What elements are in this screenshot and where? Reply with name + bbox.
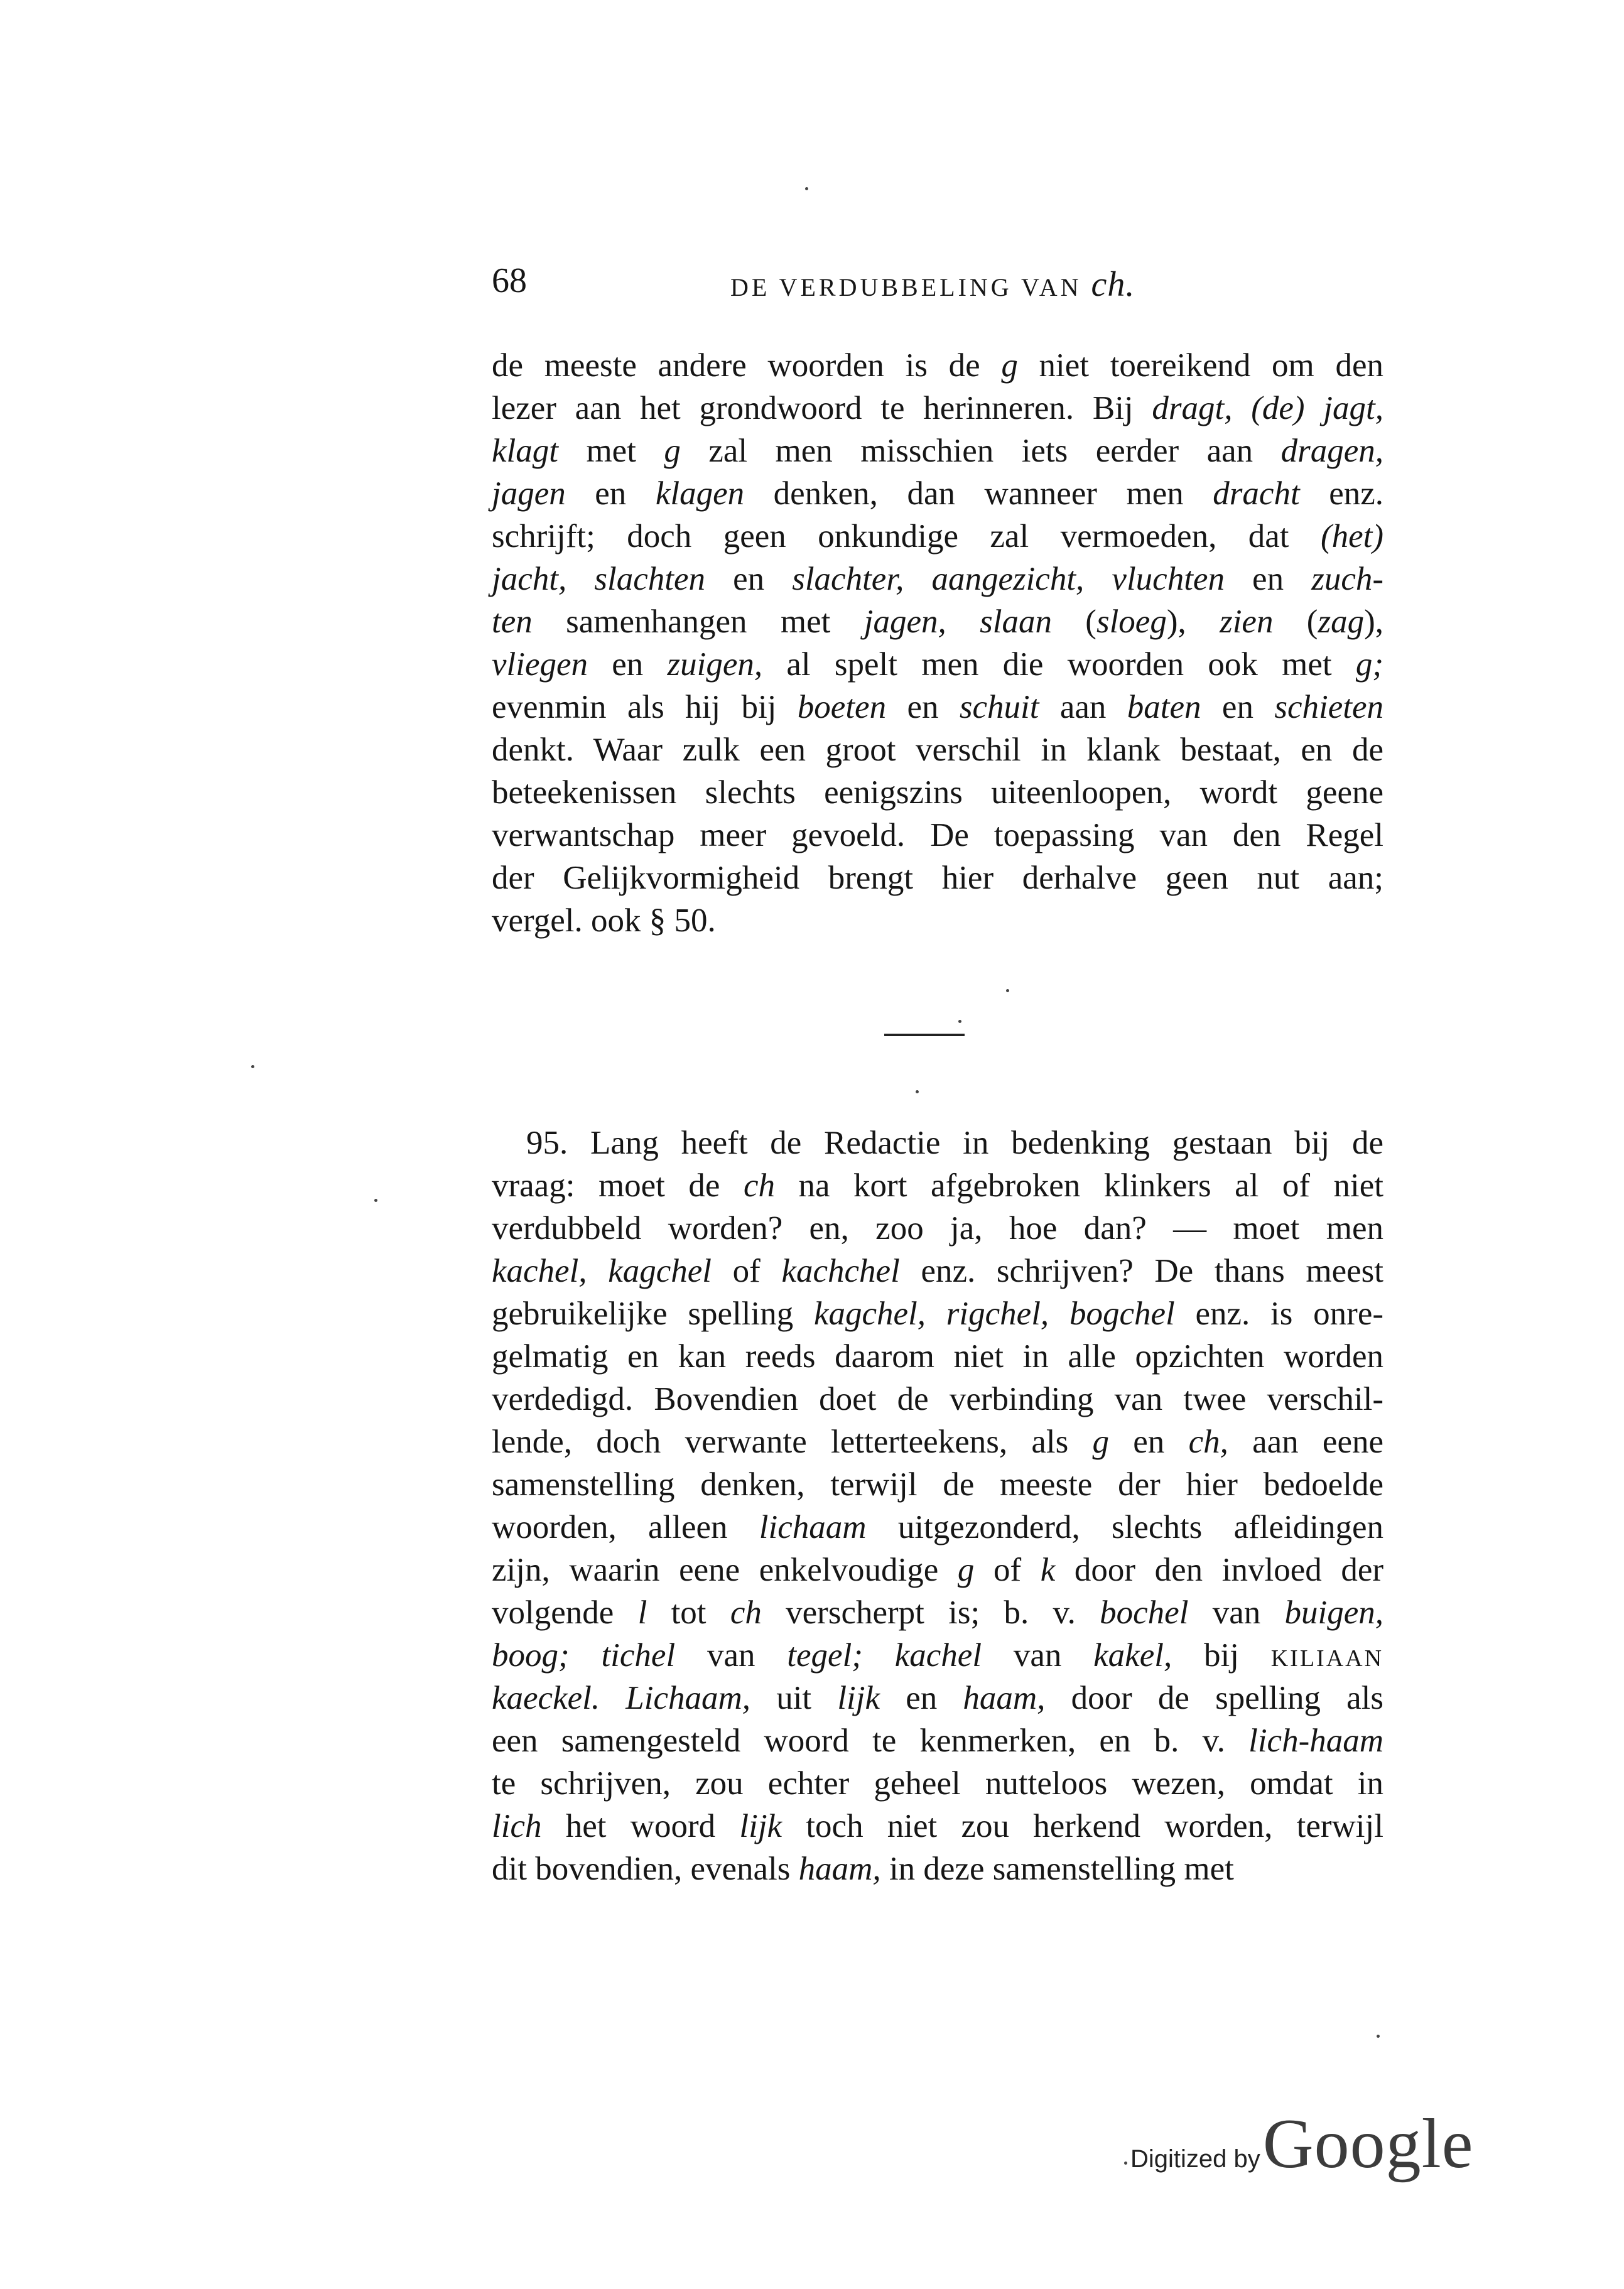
text-run: uitgezonderd, slechts afleidingen (866, 1509, 1383, 1545)
text-run: verdubbeld worden? en, zoo ja, hoe dan? — moet men (492, 1210, 1383, 1247)
italic-word: tegel; (787, 1637, 863, 1674)
italic-word: kakel, (1093, 1637, 1172, 1674)
italic-word: g (664, 433, 681, 469)
text-run: uit (750, 1680, 838, 1716)
text-run: aan (1039, 689, 1127, 725)
text-run: verscherpt is; b. v. (761, 1594, 1100, 1631)
text-run: dit bovendien, evenals (492, 1851, 799, 1887)
italic-word: haam, (798, 1851, 881, 1887)
text-run: lende, doch verwante letterteekens, als (492, 1424, 1093, 1460)
text-line (492, 1848, 1383, 1890)
text-run: denken, dan wanneer men (744, 475, 1213, 512)
italic-word: zuigen, (667, 646, 763, 683)
text-run: vergel. ook § 50. (492, 902, 716, 939)
text-run (1049, 1296, 1069, 1332)
text-run: ), (1364, 603, 1383, 640)
text-run: en (886, 689, 960, 725)
text-run: lezer aan het grondwoord te herinneren. Bij (492, 390, 1152, 426)
italic-word: slaan (980, 603, 1052, 640)
text-run: volgende (492, 1594, 638, 1631)
text-line (492, 1463, 1383, 1506)
italic-word: kachel (894, 1637, 982, 1674)
text-run: van (1188, 1594, 1285, 1631)
italic-word: sloeg (1096, 603, 1167, 640)
text-line (492, 344, 1383, 387)
running-head-italic: ch. (1091, 265, 1135, 304)
text-run: en (1224, 561, 1312, 597)
text-line (492, 1207, 1383, 1250)
italic-word: bogchel (1069, 1296, 1175, 1332)
italic-word: tichel (601, 1637, 676, 1674)
text-run: en (565, 475, 656, 512)
text-run (570, 1637, 602, 1674)
text-run (1084, 561, 1112, 597)
italic-word: klagt (492, 433, 558, 469)
italic-word: zien (1220, 603, 1274, 640)
italic-word: vluchten (1112, 561, 1225, 597)
text-run: enz. is onre- (1174, 1296, 1383, 1332)
text-run: al spelt men die woorden ook met (762, 646, 1356, 683)
italic-word: baten (1127, 689, 1201, 725)
text-run: of (712, 1253, 782, 1289)
paper-speck (1377, 2035, 1380, 2038)
italic-word: ch (743, 1167, 775, 1204)
italic-word: (de) jagt, (1251, 390, 1384, 426)
paper-speck (916, 1090, 919, 1093)
text-line (492, 1250, 1383, 1292)
italic-word: boeten (797, 689, 887, 725)
text-line (492, 1634, 1383, 1677)
text-run: der Gelijkvormigheid brengt hier derhalve geen nut aan; (492, 860, 1383, 896)
italic-word: dracht (1213, 475, 1300, 512)
italic-word: zag (1318, 603, 1365, 640)
italic-word: bochel (1100, 1594, 1189, 1631)
paper-speck (1006, 989, 1009, 992)
text-run: ), (1166, 603, 1220, 640)
text-run: woorden, alleen (492, 1509, 759, 1545)
italic-word: klagen (655, 475, 745, 512)
text-line (492, 1506, 1383, 1549)
google-logo: Google (1262, 2105, 1474, 2183)
text-run: en (880, 1680, 963, 1716)
text-run: beteekenissen slechts eenigszins uiteenloopen, wordt geene (492, 774, 1383, 811)
text-run (1233, 390, 1252, 426)
text-line (492, 515, 1383, 558)
italic-word: lich (492, 1808, 542, 1844)
small-caps-name: KILIAAN (1270, 1645, 1384, 1672)
text-run: vraag: moet de (492, 1167, 744, 1204)
italic-word: (het) (1320, 518, 1383, 555)
text-line (492, 771, 1383, 814)
section-divider (884, 1034, 965, 1036)
italic-word: ch, (1188, 1424, 1228, 1460)
text-run: bij (1172, 1637, 1271, 1674)
paper-speck (958, 1020, 961, 1023)
text-line (492, 686, 1383, 728)
italic-word: buigen, (1284, 1594, 1384, 1631)
text-line (492, 1292, 1383, 1335)
text-run (904, 561, 931, 597)
text-run: en (1109, 1424, 1189, 1460)
paragraph-section-95 (492, 1122, 1383, 1890)
italic-word: g (957, 1552, 975, 1588)
italic-word: k (1040, 1552, 1056, 1588)
paragraph-continuation (492, 344, 1383, 942)
text-run (863, 1637, 895, 1674)
text-run: ( (1051, 603, 1096, 640)
text-run: evenmin als hij bij (492, 689, 798, 725)
text-run: na kort afgebroken klinkers al of niet (775, 1167, 1383, 1204)
running-head (730, 256, 1135, 316)
text-run: aan eene (1228, 1424, 1384, 1460)
italic-word: kachchel (781, 1253, 900, 1289)
italic-word: slachter, (792, 561, 904, 597)
italic-word: lijk (837, 1680, 880, 1716)
italic-word: g (1092, 1424, 1110, 1460)
text-run: van (675, 1637, 788, 1674)
text-line (492, 1335, 1383, 1378)
text-line (492, 1805, 1383, 1848)
text-run: de meeste andere woorden is de (492, 347, 1002, 384)
text-run: door de spelling als (1045, 1680, 1383, 1716)
italic-word: kaeckel. (492, 1680, 600, 1716)
text-run (946, 603, 980, 640)
italic-word: kagchel (608, 1253, 712, 1289)
text-line (492, 1549, 1383, 1591)
italic-word: zuch- (1311, 561, 1383, 597)
text-run: het woord (541, 1808, 740, 1844)
text-line (492, 1719, 1383, 1762)
paper-speck (251, 1065, 254, 1068)
text-line (492, 1677, 1383, 1719)
text-run: samenstelling denken, terwijl de meeste der hier bedoelde (492, 1466, 1383, 1503)
text-run: zal men misschien iets eerder aan (680, 433, 1281, 469)
text-run: in deze samenstelling met (880, 1851, 1234, 1887)
text-run: tot (647, 1594, 730, 1631)
italic-word: jacht, (492, 561, 567, 597)
italic-word: g (1001, 347, 1018, 384)
text-line (492, 430, 1383, 472)
italic-word: rigchel, (946, 1296, 1049, 1332)
italic-word: ten (492, 603, 533, 640)
text-run: samenhangen met (532, 603, 864, 640)
text-line (492, 1122, 1383, 1164)
text-run: verwantschap meer gevoeld. De toepassing van den Regel (492, 817, 1383, 853)
text-line (492, 899, 1383, 942)
italic-word: haam, (963, 1680, 1046, 1716)
text-run: of (974, 1552, 1041, 1588)
text-run: een samengesteld woord te kenmerken, en b. v. (492, 1723, 1249, 1759)
italic-word: dragen, (1280, 433, 1383, 469)
italic-word: lichaam (759, 1509, 867, 1545)
text-line (492, 1591, 1383, 1634)
italic-word: l (637, 1594, 647, 1631)
text-run: denkt. Waar zulk een groot verschil in klank bestaat, en de (492, 732, 1383, 768)
text-run: enz. schrijven? De thans meest (899, 1253, 1383, 1289)
italic-word: boog; (492, 1637, 570, 1674)
italic-word: schieten (1274, 689, 1383, 725)
text-run: schrijft; doch geen onkundige zal vermoeden, dat (492, 518, 1321, 555)
italic-word: slachten (594, 561, 705, 597)
italic-word: kachel, (492, 1253, 587, 1289)
text-run: enz. (1299, 475, 1383, 512)
text-run: met (558, 433, 664, 469)
text-line (492, 1164, 1383, 1207)
text-line (492, 558, 1383, 600)
paper-speck (374, 1199, 377, 1202)
italic-word: jagen (492, 475, 566, 512)
text-run (926, 1296, 946, 1332)
italic-word: kagchel, (813, 1296, 926, 1332)
text-run: van (982, 1637, 1094, 1674)
running-head-text: DE VERDUBBELING VAN (730, 273, 1082, 301)
italic-word: aangezicht, (931, 561, 1085, 597)
italic-word: g; (1355, 646, 1383, 683)
text-run: en (588, 646, 668, 683)
italic-word: lijk (739, 1808, 782, 1844)
text-run: ( (1273, 603, 1318, 640)
text-line (492, 472, 1383, 515)
italic-word: jagen, (863, 603, 946, 640)
text-run: zijn, waarin eene enkelvoudige (492, 1552, 958, 1588)
italic-word: dragt, (1152, 390, 1233, 426)
text-run (587, 1253, 609, 1289)
italic-word: schuit (959, 689, 1039, 725)
text-run: te schrijven, zou echter geheel nutteloos wezen, omdat in (492, 1765, 1383, 1802)
italic-word: Lichaam, (625, 1680, 751, 1716)
page-number: 68 (492, 261, 527, 300)
italic-word: vliegen (492, 646, 588, 683)
digitized-by-watermark (1130, 2104, 1473, 2192)
text-line (492, 814, 1383, 857)
text-run: en (1201, 689, 1275, 725)
text-line (492, 1378, 1383, 1420)
italic-word: lich-haam (1248, 1723, 1383, 1759)
text-line (492, 1762, 1383, 1805)
text-line (492, 643, 1383, 686)
text-line (492, 1420, 1383, 1463)
text-run: verdedigd. Bovendien doet de verbinding van twee verschil- (492, 1381, 1383, 1417)
text-run: door den invloed der (1055, 1552, 1383, 1588)
text-run: 95. Lang heeft de Redactie in bedenking gestaan bij de (526, 1125, 1383, 1161)
text-run: toch niet zou herkend worden, terwijl (782, 1808, 1383, 1844)
text-line (492, 728, 1383, 771)
text-line (492, 857, 1383, 899)
digitized-by-text: Digitized by (1130, 2145, 1260, 2173)
paper-speck (1124, 2162, 1127, 2165)
text-run: gebruikelijke spelling (492, 1296, 814, 1332)
text-run (600, 1680, 625, 1716)
text-run (566, 561, 594, 597)
page-header (492, 252, 1383, 309)
text-line (492, 600, 1383, 643)
text-run: niet toereikend om den (1017, 347, 1383, 384)
italic-word: ch (730, 1594, 762, 1631)
paper-speck (805, 187, 808, 190)
text-line (492, 387, 1383, 430)
text-run: gelmatig en kan reeds daarom niet in alle opzichten worden (492, 1338, 1383, 1375)
text-run: en (705, 561, 793, 597)
